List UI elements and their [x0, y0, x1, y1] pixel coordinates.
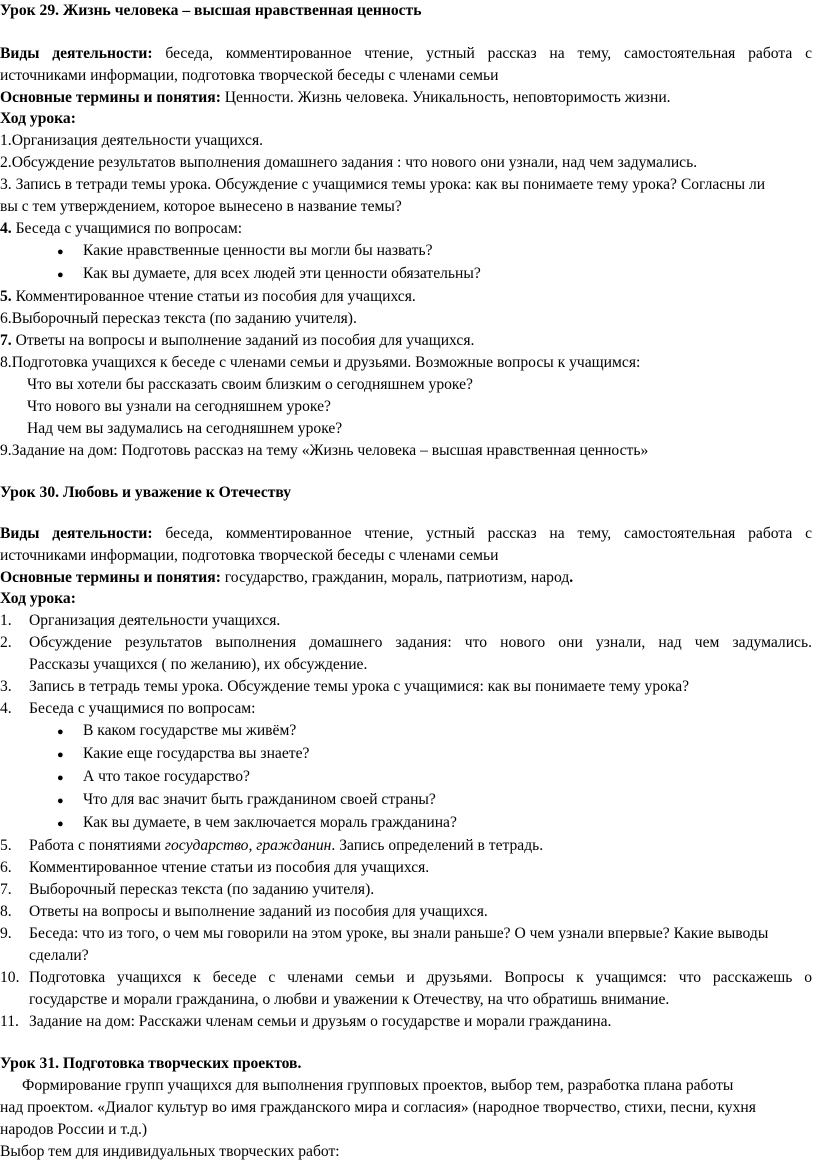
- lesson30-activities-text: беседа, комментированное чтение, устный рассказ на тему, самостоятельная работа с: [165, 525, 812, 542]
- lesson30-bullet1: В каком государстве мы живём?: [83, 722, 297, 739]
- bullet-icon: ●: [57, 726, 64, 738]
- lesson29-step3-line1: 3. Запись в тетради темы урока. Обсуждение с учащимися темы урока: как вы понимаете тему урока? Согласны ли: [0, 176, 766, 193]
- lesson30-item10-text-line1: Подготовка учащихся к беседе с членами семьи и друзьями. Вопросы к учащимся: что расскажешь о: [29, 969, 812, 986]
- lesson31-paragraph-line1: Формирование групп учащихся для выполнения групповых проектов, выбор тем, разработка плана работы: [22, 1077, 734, 1094]
- lesson30-item10-number: 10.: [0, 969, 20, 986]
- lesson29-step4-number: 4.: [0, 220, 12, 237]
- lesson30-item8-number: 8.: [0, 903, 12, 920]
- lesson31-paragraph-line3: народов России и т.д.): [0, 1121, 148, 1138]
- lesson29-step1: 1.Организация деятельности учащихся.: [0, 132, 264, 149]
- lesson30-item2-text: Обсуждение результатов выполнения домашнего задания: что нового они узнали, над чем задумались.: [29, 634, 812, 651]
- lesson30-terms-label: Основные термины и понятия:: [0, 569, 221, 586]
- lesson30-item5-text-b: . Запись определений в тетрадь.: [331, 837, 544, 854]
- lesson30-item2-number: 2.: [0, 634, 12, 651]
- lesson29-course-label: Ход урока:: [0, 110, 76, 127]
- lesson30-item10-text-line2: государстве и морали гражданина, о любви и уважении к Отечеству, на что обратишь внимание.: [29, 991, 670, 1008]
- lesson31-paragraph-line2: над проектом. «Диалог культур во имя гражданского мира и согласия» (народное творчество, стихи, песни, кухня: [0, 1099, 756, 1116]
- lesson30-item4-number: 4.: [0, 700, 12, 717]
- lesson29-activities-line1: [0, 43, 812, 66]
- lesson30-bullet3: А что такое государство?: [83, 768, 250, 785]
- lesson31-paragraph-line4: Выбор тем для индивидуальных творческих работ:: [0, 1143, 340, 1160]
- lesson29-step3-line2: вы с тем утверждением, которое вынесено в название темы?: [0, 198, 402, 215]
- lesson29-step4-text: Беседа с учащимися по вопросам:: [11, 220, 243, 237]
- bullet-icon: ●: [57, 749, 64, 761]
- bullet-icon: ●: [57, 795, 64, 807]
- lesson30-item5-text: [29, 835, 543, 858]
- lesson29-terms-label: Основные термины и понятия:: [0, 89, 221, 106]
- lesson30-item11-text: Задание на дом: Расскажи членам семьи и друзьям о государстве и морали гражданина.: [29, 1013, 612, 1030]
- lesson29-step6: 6.Выборочный пересказ текста (по заданию учителя).: [0, 310, 357, 327]
- lesson30-terms: [0, 567, 573, 590]
- lesson29-step5-text: Комментированное чтение статьи из пособия для учащихся.: [11, 288, 416, 305]
- lesson30-item1-text: Организация деятельности учащихся.: [29, 612, 281, 629]
- lesson30-course-label: Ход урока:: [0, 590, 76, 607]
- lesson30-item3-number: 3.: [0, 678, 12, 695]
- lesson30-activities-line2: источниками информации, подготовка творческой беседы с членами семьи: [0, 547, 499, 564]
- lesson30-item1-number: 1.: [0, 612, 12, 629]
- lesson30-item5-text-a: Работа с понятиями: [29, 837, 165, 854]
- lesson29-activities-text: беседа, комментированное чтение, устный рассказ на тему, самостоятельная работа с: [165, 45, 812, 62]
- bullet-icon: ●: [57, 269, 64, 281]
- lesson29-step9: 9.Задание на дом: Подготовь рассказ на тему «Жизнь человека – высшая нравственная ценность»: [0, 442, 649, 459]
- lesson29-step8-question1: Что вы хотели бы рассказать своим близким о сегодняшнем уроке?: [27, 376, 473, 393]
- lesson30-item5-text-italic: государство, гражданин: [164, 837, 332, 854]
- lesson29-activities-line2: источниками информации, подготовка творческой беседы с членами семьи: [0, 67, 499, 84]
- lesson30-item8-text: Ответы на вопросы и выполнение заданий из пособия для учащихся.: [29, 903, 488, 920]
- lesson31-title: Урок 31. Подготовка творческих проектов.: [0, 1055, 302, 1072]
- lesson29-step4: [0, 218, 242, 241]
- bullet-icon: ●: [57, 246, 64, 258]
- lesson30-activities-label: Виды деятельности:: [0, 525, 153, 542]
- lesson29-terms-text: Ценности. Жизнь человека. Уникальность, неповторимость жизни.: [224, 89, 671, 106]
- lesson30-title: Урок 30. Любовь и уважение к Отечеству: [0, 484, 292, 501]
- lesson29-step7: [0, 330, 474, 353]
- lesson29-step5: [0, 286, 416, 309]
- lesson30-item7-text: Выборочный пересказ текста (по заданию учителя).: [29, 881, 375, 898]
- lesson30-item6-text: Комментированное чтение статьи из пособия для учащихся.: [29, 859, 430, 876]
- lesson29-title: Урок 29. Жизнь человека – высшая нравственная ценность: [0, 2, 422, 19]
- lesson30-terms-end: .: [569, 569, 574, 586]
- bullet-icon: ●: [57, 818, 64, 830]
- lesson30-item11-number: 11.: [0, 1013, 19, 1030]
- lesson29-step8-question3: Над чем вы задумались на сегодняшнем уроке?: [27, 420, 343, 437]
- lesson30-item6-number: 6.: [0, 859, 12, 876]
- lesson30-item3-text: Запись в тетрадь темы урока. Обсуждение темы урока с учащимися: как вы понимаете тему урока?: [29, 678, 690, 695]
- lesson29-step7-text: Ответы на вопросы и выполнение заданий из пособия для учащихся.: [11, 332, 475, 349]
- bullet-icon: ●: [57, 772, 64, 784]
- lesson30-activities-line1: [0, 523, 812, 546]
- lesson30-item9-text-line2: сделали?: [29, 947, 89, 964]
- lesson30-terms-text: государство, гражданин, мораль, патриотизм, народ: [224, 569, 570, 586]
- lesson29-bullet1: Какие нравственные ценности вы могли бы назвать?: [83, 242, 433, 259]
- lesson29-step7-number: 7.: [0, 332, 12, 349]
- lesson30-bullet4: Что для вас значит быть гражданином своей страны?: [83, 791, 436, 808]
- lesson29-activities-label: Виды деятельности:: [0, 45, 153, 62]
- lesson30-bullet2: Какие еще государства вы знаете?: [83, 745, 310, 762]
- lesson29-step8: 8.Подготовка учащихся к беседе с членами семьи и друзьями. Возможные вопросы к учащимся:: [0, 354, 641, 371]
- lesson29-step2: 2.Обсуждение результатов выполнения домашнего задания : что нового они узнали, над чем задумались.: [0, 154, 698, 171]
- lesson30-item7-number: 7.: [0, 881, 12, 898]
- lesson30-item4-text: Беседа с учащимися по вопросам:: [29, 700, 256, 717]
- lesson30-item5-number: 5.: [0, 837, 12, 854]
- lesson29-step8-question2: Что нового вы узнали на сегодняшнем уроке?: [27, 398, 331, 415]
- lesson30-item9-number: 9.: [0, 925, 12, 942]
- lesson29-terms: [0, 87, 671, 110]
- lesson30-item9-text-line1: Беседа: что из того, о чем мы говорили на этом уроке, вы знали раньше? О чем узнали впервые? Какие выводы: [29, 925, 769, 942]
- lesson30-bullet5: Как вы думаете, в чем заключается мораль гражданина?: [83, 814, 457, 831]
- lesson29-step5-number: 5.: [0, 288, 12, 305]
- lesson29-bullet2: Как вы думаете, для всех людей эти ценности обязательны?: [83, 265, 481, 282]
- lesson30-item2-text-line2: Рассказы учащихся ( по желанию), их обсуждение.: [29, 656, 368, 673]
